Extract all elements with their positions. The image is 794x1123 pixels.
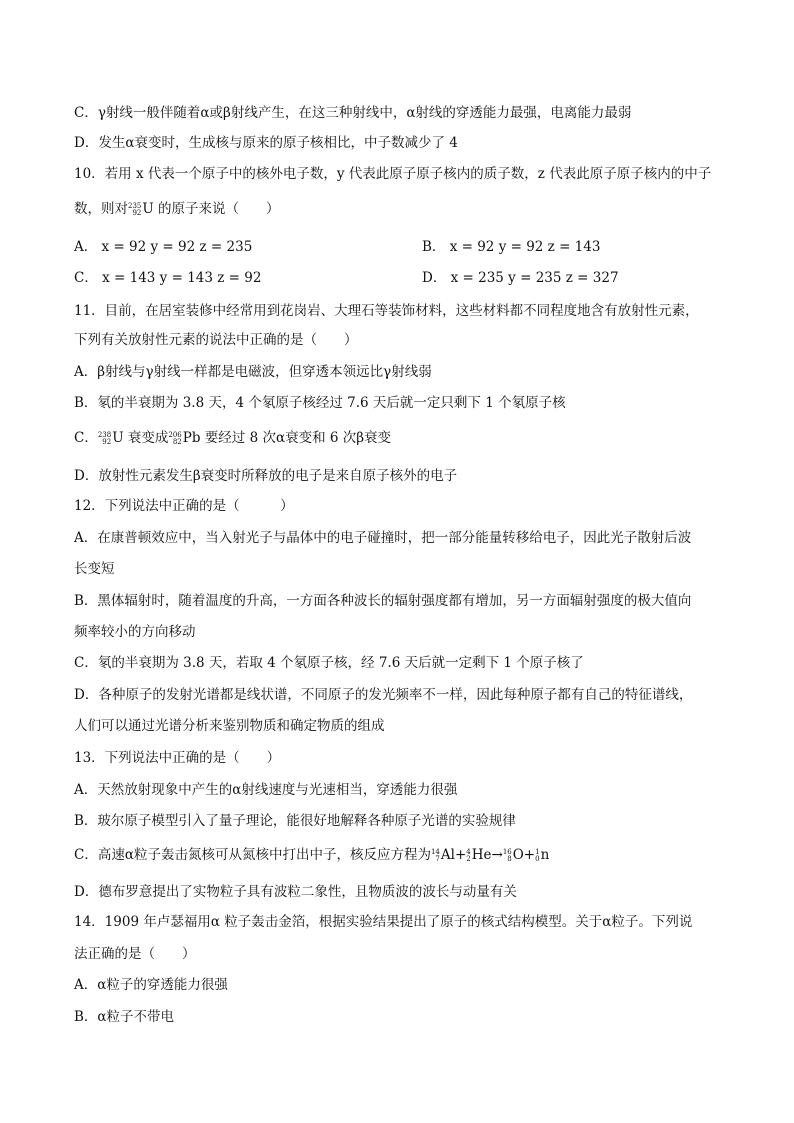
nuclide-2: 4 2	[466, 847, 471, 863]
q11-option-b: B．氡的半衰期为 3.8 天，4 个氡原子核经过 7.6 天后就一定只剩下 1 个氡原子核	[74, 395, 566, 411]
q10-option-c: C． x = 143 y = 143 z = 92	[74, 270, 262, 286]
q10-option-b: B． x = 92 y = 92 z = 143	[422, 239, 601, 255]
q12-option-b-line1: B．黑体辐射时，随着温度的升高，一方面各种波长的辐射强度都有增加，另一方面辐射强度的极大值向	[74, 593, 692, 609]
q11-option-c: C． 238 92 U 衰变成 206 82 Pb 要经过 8 次α衰变和 6 次β衰变	[74, 430, 392, 446]
nuclide-notation: 235 92	[128, 201, 142, 217]
q12-option-b-line2: 频率较小的方向移动	[74, 624, 196, 640]
q10-stem-line2	[74, 200, 754, 218]
q13-option-a: A．天然放射现象中产生的α射线速度与光速相当，穿透能力很强	[74, 782, 458, 798]
q11-option-d: D．放射性元素发生β衰变时所释放的电子是来自原子核外的电子	[74, 468, 458, 484]
q12-option-d-line2: 人们可以通过光谱分析来鉴别物质和确定物质的组成	[74, 718, 385, 734]
q9-option-c: C．γ射线一般伴随着α或β射线产生，在这三种射线中，α射线的穿透能力最强，电离能力最弱	[74, 105, 632, 121]
q14-stem-line2: 法正确的是（ ）	[74, 946, 196, 962]
q12-option-a-line1: A．在康普顿效应中，当入射光子与晶体中的电子碰撞时，把一部分能量转移给电子，因此光子散射后波	[74, 530, 692, 546]
q13-option-d: D．德布罗意提出了实物粒子具有波粒二象性，且物质波的波长与动量有关	[74, 884, 517, 900]
q12-option-c: C．氡的半衰期为 3.8 天，若取 4 个氡原子核，经 7.6 天后就一定剩下 1 个原子核了	[74, 655, 584, 671]
q14-option-b: B．α粒子不带电	[74, 1009, 175, 1025]
q10-stem-text-2: U 的原子来说（ ）	[142, 201, 280, 217]
q11-stem-line1: 11．目前，在居室装修中经常用到花岗岩、大理石等装饰材料，这些材料都不同程度地含有放射性元素，	[74, 303, 699, 319]
q12-option-d-line1: D．各种原子的发射光谱都是线状谱，不同原子的发光频率不一样，因此每种原子都有自己的特征谱线，	[74, 687, 693, 703]
q11-option-a: A．β射线与γ射线一样都是电磁波，但穿透本领远比γ射线弱	[74, 364, 432, 380]
q9-option-d: D．发生α衰变时，生成核与原来的原子核相比，中子数减少了 4	[74, 135, 458, 151]
q13-stem: 13．下列说法中正确的是（ ）	[74, 750, 281, 766]
nuclide-pb206: 206 82	[168, 430, 182, 446]
q12-option-a-line2: 长变短	[74, 561, 115, 577]
q10-options-row1	[74, 238, 754, 256]
q13-option-b: B．玻尔原子模型引入了量子理论，能很好地解释各种原子光谱的实验规律	[74, 813, 516, 829]
nuclide-4: 1 0	[535, 847, 540, 863]
q13-option-c: C．高速α粒子轰击氮核可从氮核中打出中子，核反应方程为 14 7 Al+ 4 2 He→ 16 8 O+ 1 0 n	[74, 847, 550, 863]
q14-option-a: A．α粒子的穿透能力很强	[74, 977, 228, 993]
q11-stem-line2: 下列有关放射性元素的说法中正确的是（ ）	[74, 332, 358, 348]
q10-stem-line1: 10．若用 x 代表一个原子中的核外电子数，y 代表此原子原子核内的质子数，z 代表此原子原子核内的中子	[74, 166, 712, 182]
nuclide-3: 16 8	[502, 847, 512, 863]
q12-stem: 12．下列说法中正确的是（ ）	[74, 498, 294, 514]
q10-stem-text: 数，则对	[74, 201, 128, 217]
nuclide-1: 14 7	[430, 847, 440, 863]
q10-option-a: A． x = 92 y = 92 z = 235	[74, 239, 253, 255]
q10-options-row2	[74, 269, 754, 287]
q10-option-d: D． x = 235 y = 235 z = 327	[422, 270, 619, 286]
nuclide-u238: 238 92	[97, 430, 112, 446]
q14-stem-line1: 14．1909 年卢瑟福用α 粒子轰击金箔，根据实验结果提出了原子的核式结构模型。关于α粒子。下列说	[74, 914, 693, 930]
